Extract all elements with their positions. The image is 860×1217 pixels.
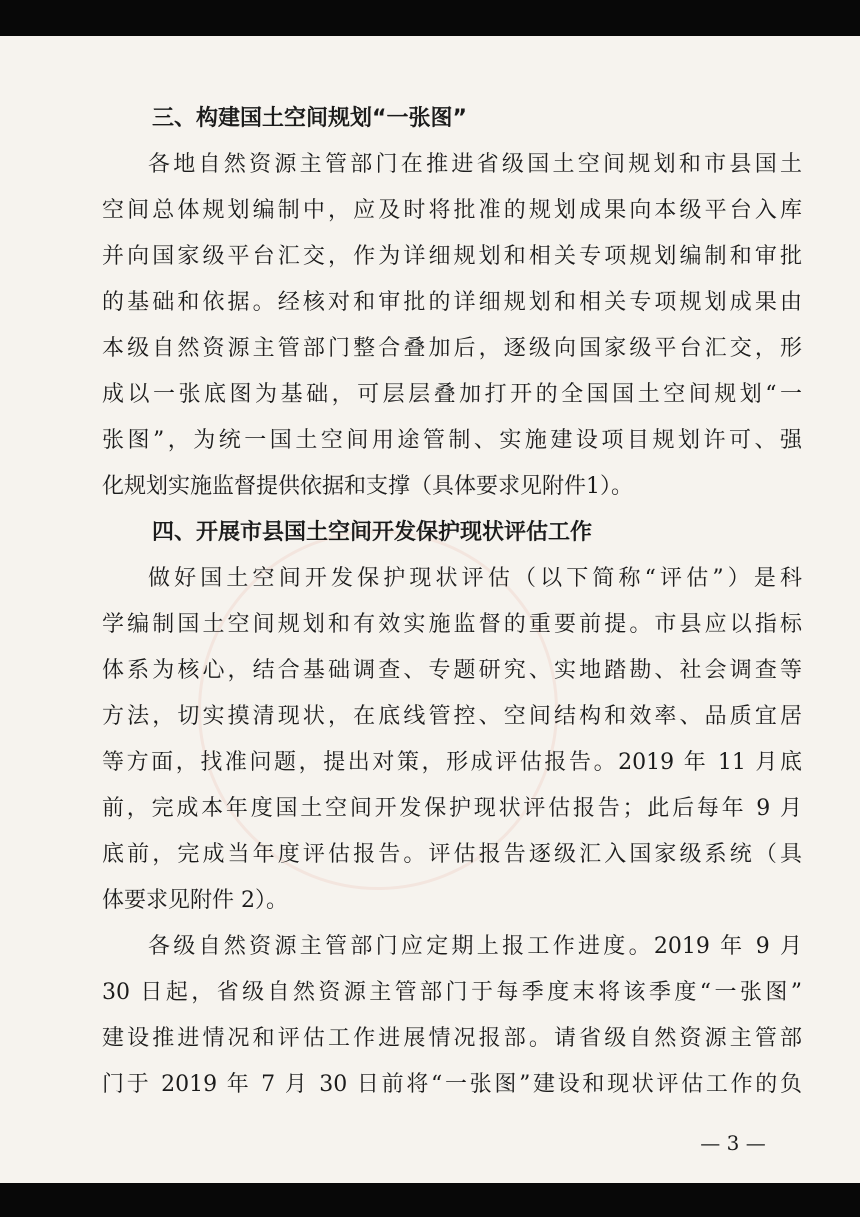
section-heading-4: 四、开展市县国土空间开发保护现状评估工作 [152,520,593,545]
paragraph-line: 的基础和依据。经核对和审批的详细规划和相关专项规划成果由 [102,290,802,315]
page-number: — 3 — [700,1131,766,1155]
paragraph-line: 方法，切实摸清现状，在底线管控、空间结构和效率、品质宜居 [102,704,802,729]
document-page [102,96,802,1108]
paragraph-line: 体要求见附件 2）。 [102,888,288,913]
paragraph-line: 空间总体规划编制中，应及时将批准的规划成果向本级平台入库 [102,198,802,223]
paragraph-line: 学编制国土空间规划和有效实施监督的重要前提。市县应以指标 [102,612,802,637]
paragraph-line: 本级自然资源主管部门整合叠加后，逐级向国家级平台汇交，形 [102,336,802,361]
paragraph-line: 各级自然资源主管部门应定期上报工作进度。2019 年 9 月 [148,934,802,959]
paragraph-line: 建设推进情况和评估工作进展情况报部。请省级自然资源主管部 [102,1026,802,1051]
paragraph-line: 门于 2019 年 7 月 30 日前将“一张图”建设和现状评估工作的负 [102,1072,802,1097]
paragraph-line: 各地自然资源主管部门在推进省级国土空间规划和市县国土 [148,152,802,177]
paragraph-line: 前，完成本年度国土空间开发保护现状评估报告；此后每年 9 月 [102,796,802,821]
paragraph-line: 张图”，为统一国土空间用途管制、实施建设项目规划许可、强 [102,428,802,453]
paragraph-line: 成以一张底图为基础，可层层叠加打开的全国国土空间规划“一 [102,382,802,407]
paragraph-line: 底前，完成当年度评估报告。评估报告逐级汇入国家级系统（具 [102,842,802,867]
section-heading-3: 三、构建国土空间规划“一张图” [152,106,467,131]
paragraph-line: 等方面，找准问题，提出对策，形成评估报告。2019 年 11 月底 [102,750,802,775]
paragraph-line: 体系为核心，结合基础调查、专题研究、实地踏勘、社会调查等 [102,658,802,683]
scan-top-border [0,0,860,36]
paragraph-line: 30 日起，省级自然资源主管部门于每季度末将该季度“一张图” [102,980,802,1005]
paragraph-line: 做好国土空间开发保护现状评估（以下简称“评估”）是科 [148,566,802,591]
scan-bottom-border [0,1183,860,1217]
paragraph-line: 并向国家级平台汇交，作为详细规划和相关专项规划编制和审批 [102,244,802,269]
paragraph-line: 化规划实施监督提供依据和支撑（具体要求见附件1）。 [102,474,633,499]
